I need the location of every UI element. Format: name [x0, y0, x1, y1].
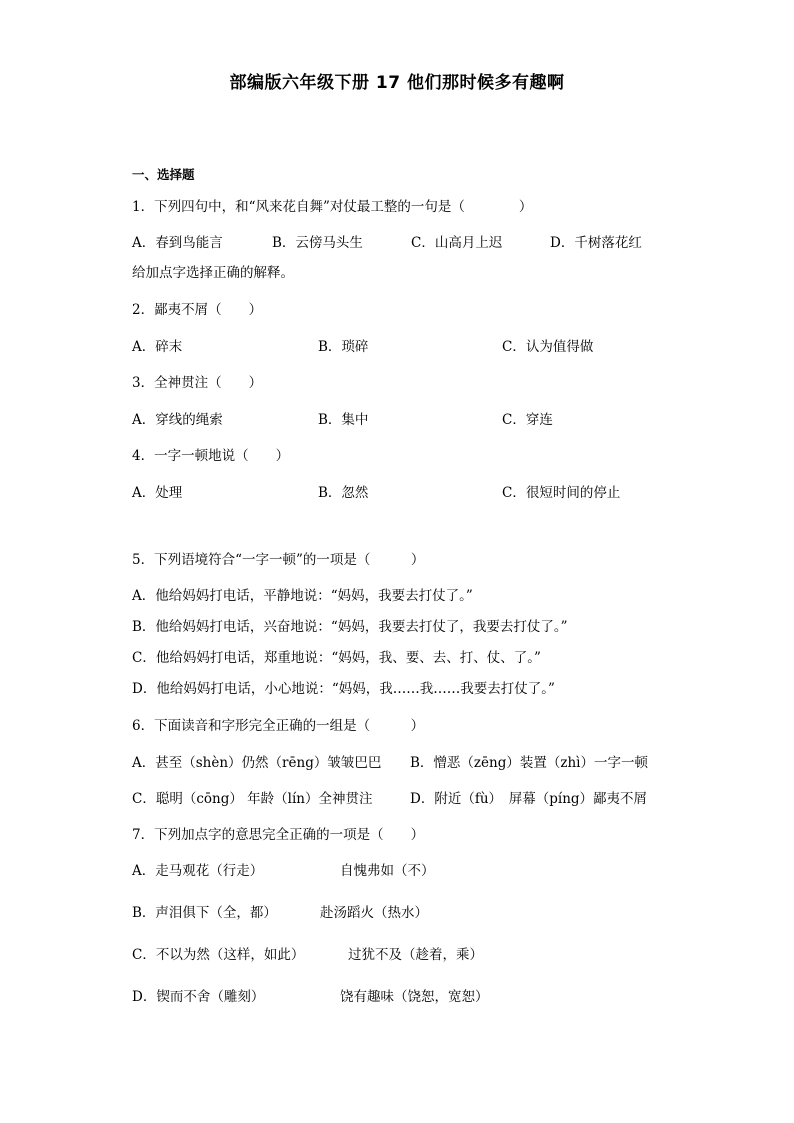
question-3-option-a: A．穿线的绳索: [132, 412, 223, 428]
page-title: 部编版六年级下册 17 他们那时候多有趣啊: [229, 73, 565, 93]
question-4-option-b: B．忽然: [318, 485, 369, 501]
question-1-option-a: A．春到鸟能言: [132, 235, 223, 251]
question-2-stem: 2．鄙夷不屑（ ）: [132, 302, 263, 318]
question-2-option-c: C．认为值得做: [502, 339, 594, 355]
question-4-option-c: C．很短时间的停止: [502, 485, 621, 501]
section-heading: 一、选择题: [132, 167, 195, 182]
question-6-option-b: B．憎恶（zēng）装置（zhì）一字一顿: [410, 755, 648, 771]
question-6-option-d: D．附近（fù） 屏幕（píng）鄙夷不屑: [410, 791, 648, 807]
question-4-stem: 4．一字一顿地说（ ）: [132, 448, 290, 464]
question-2-option-a: A．碎末: [132, 339, 183, 355]
question-2-option-b: B．琐碎: [318, 339, 369, 355]
question-3-option-b: B．集中: [318, 412, 369, 428]
question-6-option-a: A．甚至（shèn）仍然（rēng）皱皱巴巴: [132, 755, 382, 771]
question-7-option-a-second: 自愧弗如（不）: [340, 863, 435, 879]
question-7-stem: 7．下列加点字的意思完全正确的一项是（ ）: [132, 827, 425, 843]
question-4-option-a: A．处理: [132, 485, 183, 501]
question-7-option-c-first: C．不以为然（这样，如此）: [132, 947, 305, 963]
question-1-option-c: C．山高月上迟: [411, 235, 503, 251]
question-5-option-c: C．他给妈妈打电话，郑重地说：“妈妈，我、要、去、打、仗、了。”: [132, 650, 541, 666]
question-1-option-b: B．云傍马头生: [272, 235, 363, 251]
question-5-option-b: B．他给妈妈打电话，兴奋地说：“妈妈，我要去打仗了，我要去打仗了。”: [132, 619, 568, 635]
question-5-option-d: D．他给妈妈打电话，小心地说：“妈妈，我……我……我要去打仗了。”: [132, 681, 555, 697]
question-3-stem: 3．全神贯注（ ）: [132, 375, 263, 391]
question-6-stem: 6．下面读音和字形完全正确的一组是（ ）: [132, 718, 425, 734]
question-3-option-c: C．穿连: [502, 412, 553, 428]
question-5-option-a: A．他给妈妈打电话，平静地说：“妈妈，我要去打仗了。”: [132, 588, 473, 604]
instruction-text: 给加点字选择正确的解释。: [132, 265, 294, 281]
question-7-option-b-second: 赴汤蹈火（热水）: [320, 905, 428, 921]
question-7-option-d-first: D．锲而不舍（雕刻）: [132, 989, 265, 1005]
question-7-option-c-second: 过犹不及（趁着，乘）: [348, 947, 483, 963]
question-7-option-a-first: A．走马观花（行走）: [132, 863, 264, 879]
question-5-stem: 5．下列语境符合“一字一顿”的一项是（ ）: [132, 552, 425, 568]
question-6-option-c: C．聪明（cōng） 年龄（lín）全神贯注: [132, 791, 373, 807]
question-1-option-d: D．千树落花红: [550, 235, 642, 251]
question-7-option-d-second: 饶有趣味（饶恕，宽恕）: [340, 989, 489, 1005]
question-7-option-b-first: B．声泪俱下（全，都）: [132, 905, 277, 921]
question-1-stem: 1．下列四句中，和“风来花自舞”对仗最工整的一句是（ ）: [132, 199, 533, 215]
